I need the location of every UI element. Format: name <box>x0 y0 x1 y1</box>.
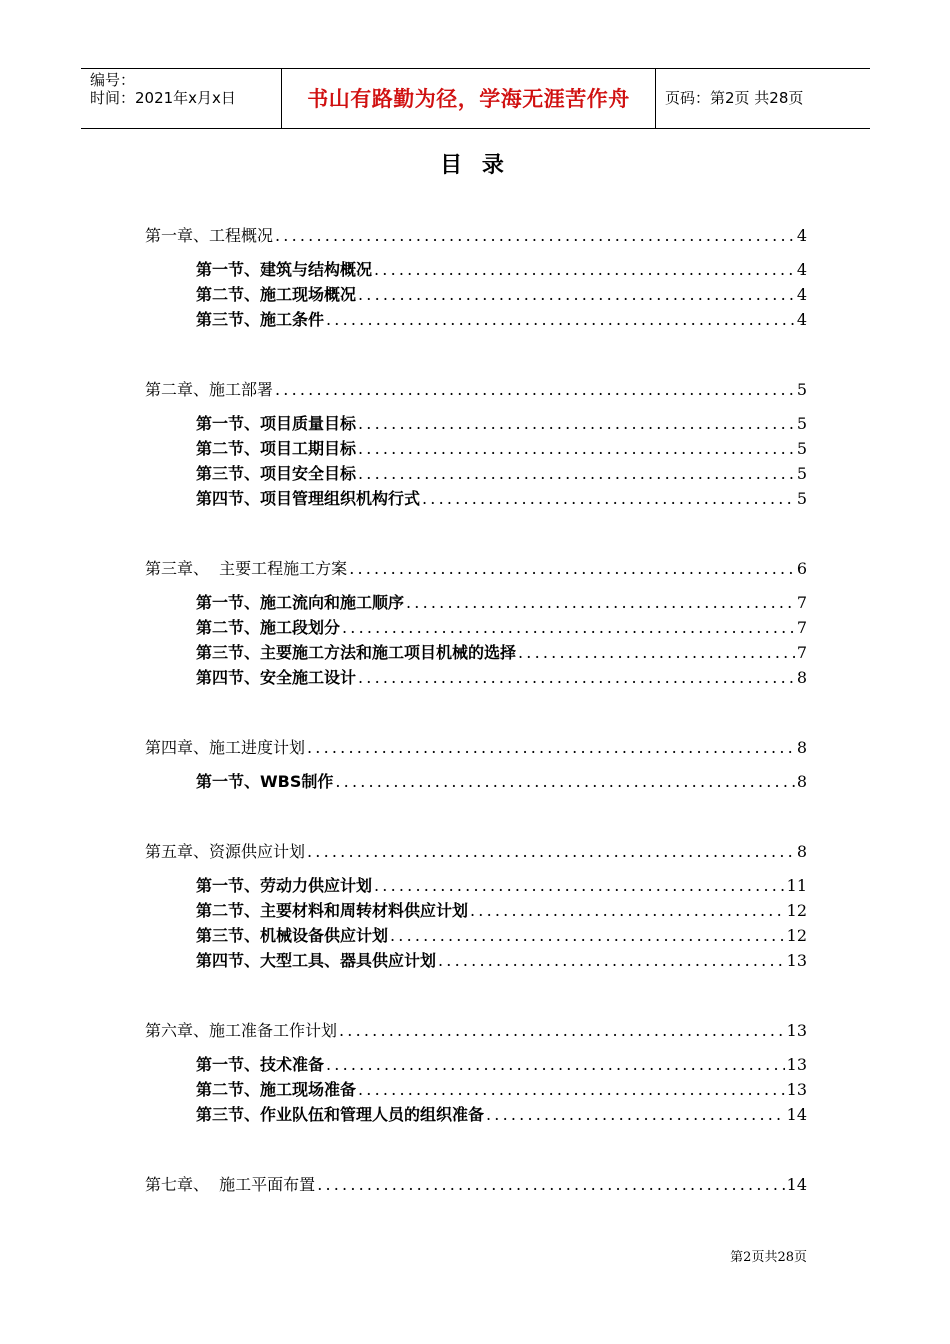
document-number-label: 编号： <box>90 71 136 89</box>
toc-section-entry[interactable] <box>196 308 807 332</box>
toc-entry-label: 第二节、主要材料和周转材料供应计划 <box>196 901 469 920</box>
toc-entry-label: 第七章、 施工平面布置 <box>145 1175 316 1194</box>
toc-entry-label: 第五章、资源供应计划 <box>145 842 306 861</box>
header-motto-cell <box>282 69 656 128</box>
toc-chapter-entry[interactable] <box>145 1173 807 1197</box>
toc-page-number: 5 <box>796 439 807 458</box>
toc-dot-leader <box>518 641 795 665</box>
toc-chapter-entry[interactable] <box>145 736 807 760</box>
toc-dot-leader <box>307 736 795 760</box>
toc-page-number: 4 <box>796 310 807 329</box>
toc-page-number: 4 <box>796 226 807 245</box>
toc-entry-label: 第一节、技术准备 <box>196 1055 325 1074</box>
toc-dot-leader <box>326 1053 785 1077</box>
toc-dot-leader <box>374 874 785 898</box>
toc-page-number: 13 <box>786 1021 807 1040</box>
toc-entry-label: 第二节、施工现场准备 <box>196 1080 357 1099</box>
toc-page-number: 4 <box>796 285 807 304</box>
toc-chapter-entry[interactable] <box>145 557 807 581</box>
toc-section-entry[interactable] <box>196 666 807 690</box>
toc-entry-label: 第一节、建筑与结构概况 <box>196 260 373 279</box>
motto-text: 书山有路勤为径，学海无涯苦作舟 <box>307 87 630 111</box>
toc-section-entry[interactable] <box>196 591 807 615</box>
toc-dot-leader <box>470 899 785 923</box>
toc-entry-label: 第二章、施工部署 <box>145 380 274 399</box>
toc-entry-label: 第一节、劳动力供应计划 <box>196 876 373 895</box>
toc-chapter-entry[interactable] <box>145 840 807 864</box>
toc-entry-label: 第三章、 主要工程施工方案 <box>145 559 348 578</box>
toc-dot-leader <box>358 437 795 461</box>
toc-entry-label: 第六章、施工准备工作计划 <box>145 1021 338 1040</box>
toc-section-entry[interactable] <box>196 412 807 436</box>
toc-dot-leader <box>358 462 795 486</box>
page-title: 目 录 <box>440 153 510 178</box>
toc-page-number: 5 <box>796 414 807 433</box>
toc-entry-label: 第一节、施工流向和施工顺序 <box>196 593 405 612</box>
toc-dot-leader <box>339 1019 785 1043</box>
toc-dot-leader <box>406 591 795 615</box>
toc-section-entry[interactable] <box>196 487 807 511</box>
toc-entry-label: 第三节、作业队伍和管理人员的组织准备 <box>196 1105 485 1124</box>
toc-dot-leader <box>358 412 795 436</box>
toc-page-number: 12 <box>786 926 807 945</box>
toc-dot-leader <box>358 1078 785 1102</box>
toc-page-number: 14 <box>786 1105 807 1124</box>
toc-section-entry[interactable] <box>196 874 807 898</box>
toc-dot-leader <box>349 557 795 581</box>
toc-section-entry[interactable] <box>196 258 807 282</box>
toc-section-entry[interactable] <box>196 283 807 307</box>
toc-section-entry[interactable] <box>196 462 807 486</box>
toc-dot-leader <box>275 378 795 402</box>
toc-section-entry[interactable] <box>196 1103 807 1127</box>
header-info-cell <box>81 69 282 128</box>
toc-section-entry[interactable] <box>196 616 807 640</box>
toc-entry-label: 第四章、施工进度计划 <box>145 738 306 757</box>
toc-chapter-entry[interactable] <box>145 1019 807 1043</box>
toc-entry-label: 第一章、工程概况 <box>145 226 274 245</box>
toc-page-number: 8 <box>796 842 807 861</box>
toc-chapter-entry[interactable] <box>145 378 807 402</box>
toc-page-number: 13 <box>786 1055 807 1074</box>
toc-page-number: 8 <box>796 668 807 687</box>
toc-page-number: 14 <box>786 1175 807 1194</box>
toc-dot-leader <box>335 770 794 794</box>
toc-dot-leader <box>307 840 795 864</box>
toc-page-number: 7 <box>796 593 807 612</box>
toc-section-entry[interactable] <box>196 770 807 794</box>
toc-section-entry[interactable] <box>196 1078 807 1102</box>
toc-dot-leader <box>438 949 785 973</box>
toc-page-number: 4 <box>796 260 807 279</box>
toc-page-number: 13 <box>786 951 807 970</box>
toc-entry-label: 第三节、项目安全目标 <box>196 464 357 483</box>
toc-page-number: 5 <box>796 489 807 508</box>
toc-section-entry[interactable] <box>196 641 807 665</box>
toc-page-number: 11 <box>786 876 807 895</box>
toc-page-number: 12 <box>786 901 807 920</box>
toc-entry-label: 第二节、施工段划分 <box>196 618 341 637</box>
page-footer: 第2页共28页 <box>730 1250 807 1265</box>
toc-entry-label: 第四节、项目管理组织机构行式 <box>196 489 421 508</box>
toc-section-entry[interactable] <box>196 899 807 923</box>
toc-page-number: 7 <box>796 643 807 662</box>
toc-dot-leader <box>422 487 795 511</box>
toc-entry-label: 第二节、施工现场概况 <box>196 285 357 304</box>
toc-entry-label: 第三节、施工条件 <box>196 310 325 329</box>
toc-page-number: 7 <box>796 618 807 637</box>
toc-dot-leader <box>326 308 795 332</box>
toc-entry-label: 第一节、WBS制作 <box>196 772 334 791</box>
toc-dot-leader <box>342 616 795 640</box>
toc-section-entry[interactable] <box>196 437 807 461</box>
toc-entry-label: 第三节、机械设备供应计划 <box>196 926 389 945</box>
toc-section-entry[interactable] <box>196 1053 807 1077</box>
toc-page-number: 8 <box>796 772 807 791</box>
header-table <box>81 68 870 129</box>
toc-dot-leader <box>486 1103 785 1127</box>
toc-page-number: 5 <box>796 380 807 399</box>
toc-chapter-entry[interactable] <box>145 224 807 248</box>
toc-dot-leader <box>275 224 795 248</box>
toc-dot-leader <box>390 924 785 948</box>
toc-entry-label: 第一节、项目质量目标 <box>196 414 357 433</box>
header-page-cell <box>656 69 870 128</box>
toc-section-entry[interactable] <box>196 924 807 948</box>
toc-page-number: 8 <box>796 738 807 757</box>
toc-dot-leader <box>358 283 795 307</box>
toc-entry-label: 第四节、安全施工设计 <box>196 668 357 687</box>
toc-entry-label: 第四节、大型工具、器具供应计划 <box>196 951 437 970</box>
toc-dot-leader <box>358 666 795 690</box>
header-page-code: 页码：第2页 共28页 <box>665 89 804 107</box>
toc-page-number: 6 <box>796 559 807 578</box>
toc-entry-label: 第三节、主要施工方法和施工项目机械的选择 <box>196 643 517 662</box>
toc-section-entry[interactable] <box>196 949 807 973</box>
toc-dot-leader <box>317 1173 784 1197</box>
toc-page-number: 13 <box>786 1080 807 1099</box>
document-date: 时间：2021年x月x日 <box>90 89 236 107</box>
toc-dot-leader <box>374 258 795 282</box>
toc-page-number: 5 <box>796 464 807 483</box>
toc-entry-label: 第二节、项目工期目标 <box>196 439 357 458</box>
